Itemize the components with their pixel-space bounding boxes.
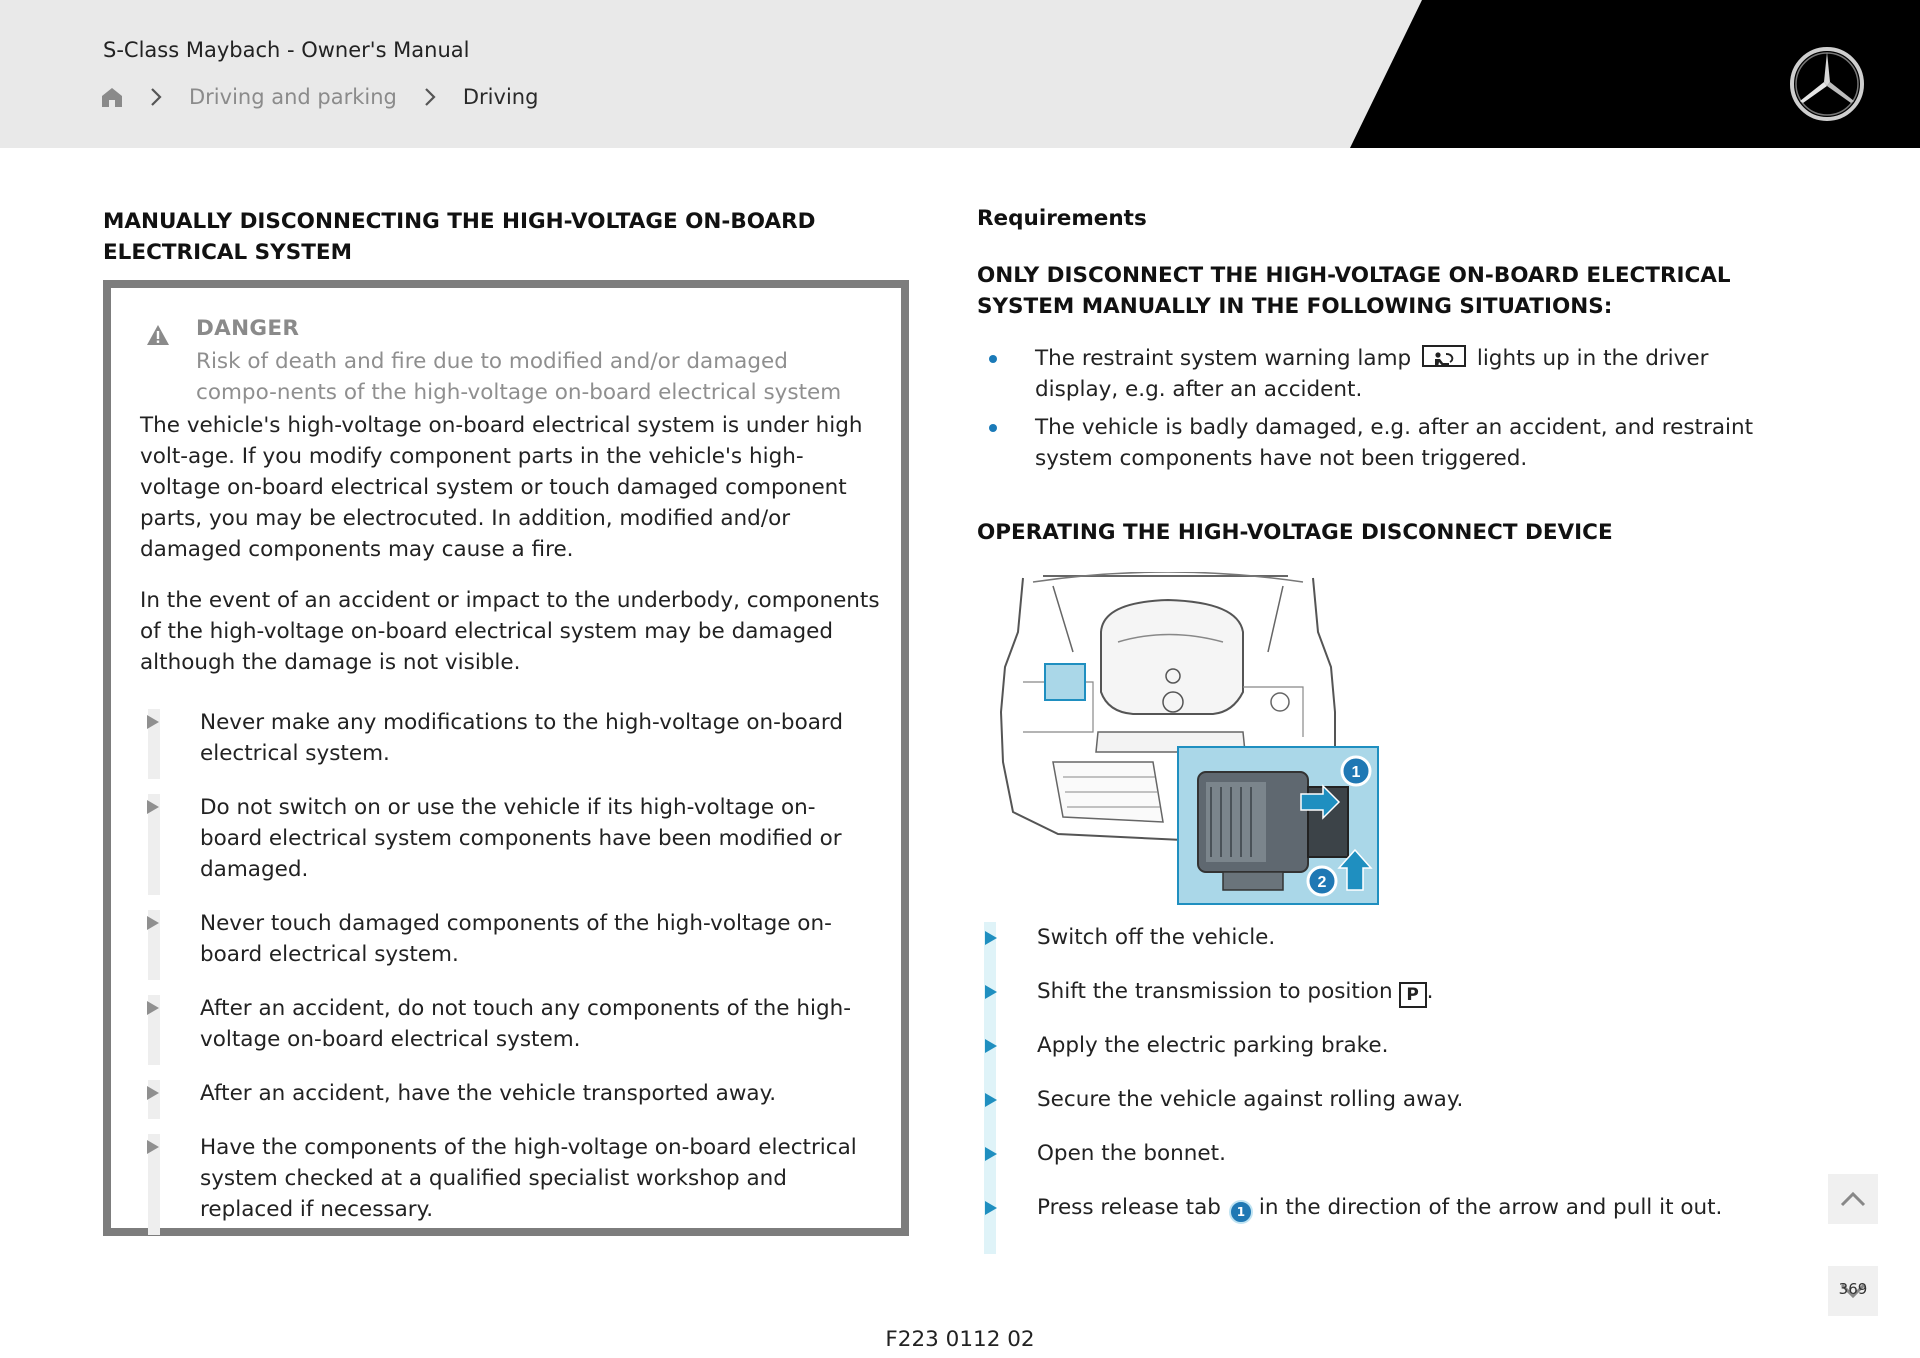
arrow-right-icon	[985, 1093, 997, 1107]
situations-list	[977, 343, 1797, 481]
situation-item	[977, 412, 1797, 474]
situation-text: lights up in the driver display, e.g. after an accident.	[1035, 346, 1709, 402]
operating-steps-list	[977, 922, 1797, 1246]
step-item	[977, 922, 1797, 976]
breadcrumb	[101, 82, 538, 112]
situation-text: The vehicle is badly damaged, e.g. after an accident, and restraint system components have not been triggered.	[1035, 415, 1754, 471]
step-text: Open the bonnet.	[1037, 1141, 1226, 1166]
danger-instruction-item	[140, 993, 860, 1055]
chevron-right-icon	[149, 87, 163, 107]
danger-warning-box	[103, 280, 909, 1236]
instruction-text: Do not switch on or use the vehicle if its high-voltage on-board electrical system components have been modified or damaged.	[200, 795, 842, 882]
scroll-up-button[interactable]	[1828, 1174, 1878, 1224]
section-heading-manual-disconnect: MANUALLY DISCONNECTING THE HIGH-VOLTAGE ON-BOARD ELECTRICAL SYSTEM	[103, 209, 816, 265]
arrow-right-icon	[147, 1086, 159, 1100]
danger-instruction-item	[140, 1132, 860, 1225]
page-header	[0, 0, 1920, 148]
step-item	[977, 976, 1797, 1030]
instruction-text: After an accident, have the vehicle transported away.	[200, 1081, 777, 1106]
arrow-right-icon	[985, 931, 997, 945]
step-text: Switch off the vehicle.	[1037, 925, 1276, 950]
danger-paragraph: The vehicle's high-voltage on-board electrical system is under high volt-age. If you modify component parts in the vehicle's high-voltage on-board electrical system or touch damaged component parts, you may be electrocuted. In addition, modified and/or damaged components may cause a fire.	[140, 413, 863, 562]
step-text: Press release tab	[1037, 1195, 1221, 1220]
breadcrumb-link-driving-and-parking[interactable]: Driving and parking	[189, 85, 397, 109]
instruction-text: Never make any modifications to the high-voltage on-board electrical system.	[200, 710, 844, 766]
danger-instruction-item	[140, 908, 860, 970]
instruction-text: Have the components of the high-voltage on-board electrical system checked at a qualified specialist workshop and replaced if necessary.	[200, 1135, 857, 1222]
bullet-dot	[989, 355, 997, 363]
warning-triangle-icon	[146, 324, 170, 346]
arrow-right-icon	[147, 916, 159, 930]
instruction-text: After an accident, do not touch any components of the high-voltage on-board electrical system.	[200, 996, 851, 1052]
step-text: .	[1426, 979, 1434, 1004]
requirements-label: Requirements	[977, 206, 1147, 231]
scroll-down-button[interactable]	[1828, 1266, 1878, 1316]
step-item	[977, 1138, 1797, 1192]
release-tab-callout-1: 1	[1229, 1200, 1253, 1224]
arrow-right-icon	[985, 1201, 997, 1215]
engine-bay-disconnect-device-illustration	[983, 572, 1383, 906]
section-heading-operating: OPERATING THE HIGH-VOLTAGE DISCONNECT DEVICE	[977, 520, 1613, 545]
arrow-right-icon	[985, 985, 997, 999]
step-item	[977, 1084, 1797, 1138]
danger-subtitle: Risk of death and fire due to modified and/or damaged compo-nents of the high-voltage on-board electrical system	[196, 349, 842, 405]
step-text: in the direction of the arrow and pull it out.	[1258, 1195, 1723, 1220]
arrow-right-icon	[147, 715, 159, 729]
page-number: 369	[1838, 1280, 1868, 1298]
arrow-right-icon	[985, 1147, 997, 1161]
step-text: Shift the transmission to position	[1037, 979, 1393, 1004]
arrow-right-icon	[985, 1039, 997, 1053]
callout-2: 2	[1317, 874, 1327, 891]
danger-paragraph: In the event of an accident or impact to the underbody, components of the high-voltage on-board electrical system may be damaged although the damage is not visible.	[140, 588, 880, 675]
step-text: Apply the electric parking brake.	[1037, 1033, 1389, 1058]
step-text: Secure the vehicle against rolling away.	[1037, 1087, 1464, 1112]
restraint-system-warning-lamp-icon	[1422, 345, 1466, 367]
arrow-right-icon	[147, 1140, 159, 1154]
bullet-dot	[989, 424, 997, 432]
document-title: S-Class Maybach - Owner's Manual	[103, 38, 470, 62]
callout-1: 1	[1351, 764, 1361, 781]
danger-instruction-list	[140, 707, 860, 1248]
home-icon[interactable]	[101, 86, 123, 108]
section-heading-situations: ONLY DISCONNECT THE HIGH-VOLTAGE ON-BOARD ELECTRICAL SYSTEM MANUALLY IN THE FOLLOWING SITUATIONS:	[977, 263, 1731, 319]
danger-instruction-item	[140, 707, 860, 769]
breadcrumb-current-driving: Driving	[462, 85, 539, 109]
arrow-right-icon	[147, 1001, 159, 1015]
danger-instruction-item	[140, 792, 860, 885]
park-position-key: P	[1399, 982, 1427, 1008]
arrow-right-icon	[147, 800, 159, 814]
chevron-up-icon	[1828, 1174, 1878, 1224]
situation-text: The restraint system warning lamp	[1035, 346, 1412, 371]
instruction-text: Never touch damaged components of the high-voltage on-board electrical system.	[200, 911, 832, 967]
chevron-right-icon	[423, 87, 437, 107]
figure-reference-code: F223 0112 02	[885, 1327, 1035, 1352]
situation-item	[977, 343, 1797, 405]
danger-instruction-item	[140, 1078, 860, 1109]
danger-title: DANGER	[196, 316, 300, 341]
step-item	[977, 1030, 1797, 1084]
step-item	[977, 1192, 1797, 1246]
three-pointed-star-logo	[1788, 45, 1866, 123]
